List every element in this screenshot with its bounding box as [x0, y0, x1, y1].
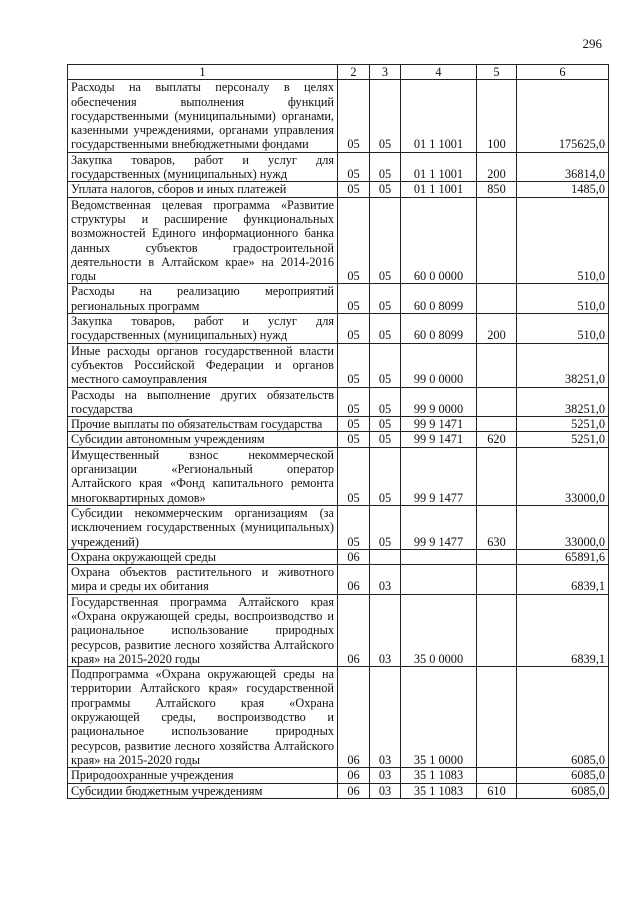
row-subsection: 05: [370, 447, 401, 505]
table-row: [68, 549, 609, 564]
header-cell: 2: [338, 65, 370, 80]
row-section: 06: [338, 594, 370, 666]
row-subsection: 05: [370, 152, 401, 182]
table-row: [68, 417, 609, 432]
row-amount: 6085,0: [517, 667, 609, 768]
table-row: [68, 505, 609, 549]
table-row: [68, 594, 609, 666]
row-expense-type: 200: [477, 152, 517, 182]
row-amount: 38251,0: [517, 343, 609, 387]
row-subsection: 03: [370, 667, 401, 768]
table-row: [68, 284, 609, 314]
row-section: 05: [338, 343, 370, 387]
row-expense-type: 630: [477, 505, 517, 549]
row-expense-type: 200: [477, 314, 517, 344]
row-name: Уплата налогов, сборов и иных платежей: [68, 182, 338, 197]
row-subsection: 05: [370, 284, 401, 314]
table-row: [68, 387, 609, 417]
row-expense-type: [477, 197, 517, 284]
row-target-article: 60 0 8099: [401, 284, 477, 314]
row-amount: 33000,0: [517, 447, 609, 505]
row-amount: 510,0: [517, 284, 609, 314]
row-subsection: 05: [370, 387, 401, 417]
row-target-article: 99 9 1477: [401, 505, 477, 549]
row-expense-type: [477, 387, 517, 417]
row-expense-type: [477, 565, 517, 595]
row-subsection: 05: [370, 505, 401, 549]
row-name: Охрана окружающей среды: [68, 549, 338, 564]
row-subsection: 03: [370, 565, 401, 595]
row-subsection: 05: [370, 417, 401, 432]
row-amount: 6085,0: [517, 783, 609, 798]
table-row: [68, 667, 609, 768]
row-name: Субсидии автономным учреждениям: [68, 432, 338, 447]
header-cell: 6: [517, 65, 609, 80]
row-target-article: 99 9 1471: [401, 417, 477, 432]
table-row: [68, 314, 609, 344]
header-cell: 5: [477, 65, 517, 80]
row-name: Закупка товаров, работ и услуг для государственных (муниципальных) нужд: [68, 152, 338, 182]
row-name: Субсидии некоммерческим организациям (за исключением государственных (муниципальных) учреждений): [68, 505, 338, 549]
row-expense-type: [477, 768, 517, 783]
row-target-article: [401, 549, 477, 564]
row-amount: 65891,6: [517, 549, 609, 564]
row-name: Расходы на выполнение других обязательств государства: [68, 387, 338, 417]
table-row: [68, 432, 609, 447]
row-amount: 510,0: [517, 197, 609, 284]
row-section: 05: [338, 505, 370, 549]
row-subsection: 05: [370, 197, 401, 284]
row-section: 05: [338, 314, 370, 344]
row-name: Государственная программа Алтайского края «Охрана окружающей среды, воспроизводство и рациональное использование природных ресурсов, развитие лесного хозяйства Алтайского края» на 2015-2020 годы: [68, 594, 338, 666]
row-section: 05: [338, 417, 370, 432]
row-target-article: 60 0 8099: [401, 314, 477, 344]
row-subsection: 05: [370, 432, 401, 447]
row-name: Ведомственная целевая программа «Развитие структуры и расширение функциональных возможностей Единого информационного банка данных субъектов градостроительной деятельности в Алтайском крае» на 2014-2016 годы: [68, 197, 338, 284]
row-subsection: 03: [370, 768, 401, 783]
row-section: 06: [338, 549, 370, 564]
row-amount: 38251,0: [517, 387, 609, 417]
row-expense-type: 610: [477, 783, 517, 798]
header-cell: 4: [401, 65, 477, 80]
row-target-article: 01 1 1001: [401, 80, 477, 152]
row-section: 05: [338, 284, 370, 314]
table-row: [68, 197, 609, 284]
row-subsection: 05: [370, 314, 401, 344]
row-subsection: 03: [370, 783, 401, 798]
row-name: Природоохранные учреждения: [68, 768, 338, 783]
row-target-article: 35 1 1083: [401, 783, 477, 798]
row-section: 06: [338, 565, 370, 595]
table-row: [68, 447, 609, 505]
row-name: Имущественный взнос некоммерческой организации «Региональный оператор Алтайского края «Фонд капитального ремонта многоквартирных домов»: [68, 447, 338, 505]
row-target-article: 99 9 1477: [401, 447, 477, 505]
row-expense-type: 100: [477, 80, 517, 152]
row-section: 05: [338, 197, 370, 284]
row-target-article: [401, 565, 477, 595]
row-section: 05: [338, 80, 370, 152]
row-name: Расходы на выплаты персоналу в целях обеспечения выполнения функций государственными (муниципальными) органами, казенными учреждениями, органами управления государственными внебюджетными фондами: [68, 80, 338, 152]
header-cell: 1: [68, 65, 338, 80]
row-name: Прочие выплаты по обязательствам государства: [68, 417, 338, 432]
row-section: 06: [338, 667, 370, 768]
row-section: 06: [338, 768, 370, 783]
row-expense-type: [477, 549, 517, 564]
row-target-article: 99 9 1471: [401, 432, 477, 447]
row-expense-type: [477, 284, 517, 314]
row-amount: 6839,1: [517, 565, 609, 595]
row-amount: 5251,0: [517, 432, 609, 447]
row-section: 05: [338, 182, 370, 197]
row-name: Охрана объектов растительного и животного мира и среды их обитания: [68, 565, 338, 595]
table-row: [68, 783, 609, 798]
row-target-article: 35 0 0000: [401, 594, 477, 666]
row-expense-type: [477, 343, 517, 387]
row-subsection: [370, 549, 401, 564]
row-target-article: 35 1 1083: [401, 768, 477, 783]
row-name: Расходы на реализацию мероприятий региональных программ: [68, 284, 338, 314]
row-amount: 36814,0: [517, 152, 609, 182]
page-number: 296: [582, 36, 602, 51]
table-row: [68, 343, 609, 387]
header-row: [68, 65, 609, 80]
table-row: [68, 152, 609, 182]
row-subsection: 03: [370, 594, 401, 666]
budget-table: [67, 64, 609, 799]
row-name: Подпрограмма «Охрана окружающей среды на территории Алтайского края» государственной программы Алтайского края «Охрана окружающей среды, воспроизводство и рациональное использование природных ресурсов, развитие лесного хозяйства Алтайского края» на 2015-2020 годы: [68, 667, 338, 768]
row-expense-type: 850: [477, 182, 517, 197]
row-target-article: 35 1 0000: [401, 667, 477, 768]
row-subsection: 05: [370, 182, 401, 197]
row-expense-type: [477, 667, 517, 768]
row-name: Иные расходы органов государственной власти субъектов Российской Федерации и органов местного самоуправления: [68, 343, 338, 387]
row-name: Субсидии бюджетным учреждениям: [68, 783, 338, 798]
row-target-article: 99 0 0000: [401, 343, 477, 387]
row-section: 06: [338, 783, 370, 798]
row-amount: 5251,0: [517, 417, 609, 432]
row-subsection: 05: [370, 343, 401, 387]
row-name: Закупка товаров, работ и услуг для государственных (муниципальных) нужд: [68, 314, 338, 344]
row-expense-type: [477, 417, 517, 432]
row-expense-type: [477, 594, 517, 666]
row-amount: 510,0: [517, 314, 609, 344]
row-amount: 33000,0: [517, 505, 609, 549]
row-section: 05: [338, 432, 370, 447]
row-target-article: 01 1 1001: [401, 182, 477, 197]
table-row: [68, 80, 609, 152]
row-subsection: 05: [370, 80, 401, 152]
table-row: [68, 768, 609, 783]
row-expense-type: [477, 447, 517, 505]
row-amount: 1485,0: [517, 182, 609, 197]
table-row: [68, 182, 609, 197]
row-expense-type: 620: [477, 432, 517, 447]
row-amount: 6085,0: [517, 768, 609, 783]
row-section: 05: [338, 152, 370, 182]
row-section: 05: [338, 447, 370, 505]
row-target-article: 60 0 0000: [401, 197, 477, 284]
row-target-article: 01 1 1001: [401, 152, 477, 182]
row-target-article: 99 9 0000: [401, 387, 477, 417]
table-row: [68, 565, 609, 595]
header-cell: 3: [370, 65, 401, 80]
row-section: 05: [338, 387, 370, 417]
row-amount: 175625,0: [517, 80, 609, 152]
row-amount: 6839,1: [517, 594, 609, 666]
